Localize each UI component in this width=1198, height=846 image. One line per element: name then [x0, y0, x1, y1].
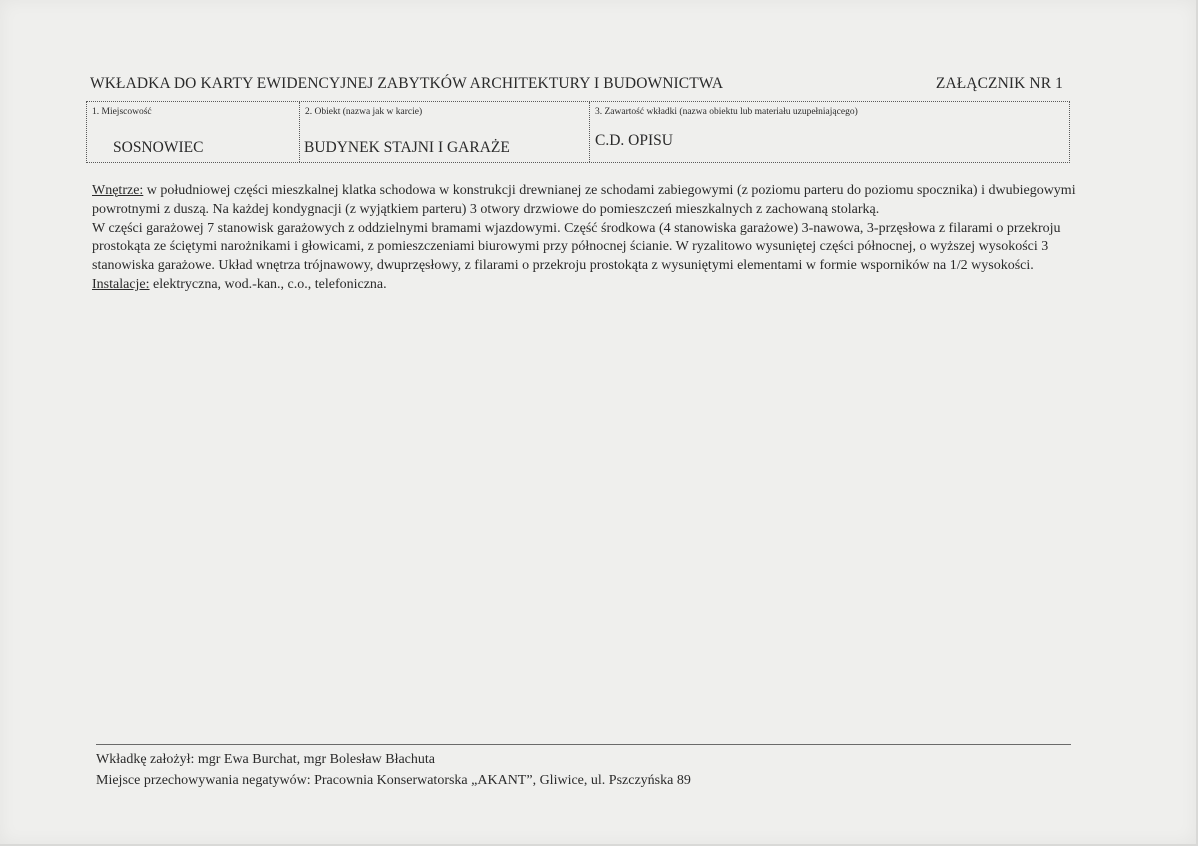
- field-object: [300, 102, 590, 162]
- field-locality: [87, 102, 300, 162]
- installations-text: elektryczna, wod.-kan., c.o., telefoniczna.: [149, 276, 387, 292]
- field-object-label: 2. Obiekt (nazwa jak w karcie): [305, 107, 423, 117]
- installations-paragraph: [92, 276, 1077, 295]
- field-locality-label: 1. Miejscowość: [92, 107, 152, 117]
- document-header: [90, 75, 1063, 93]
- field-object-value: BUDYNEK STAJNI I GARAŻE: [304, 139, 510, 156]
- identification-table: [86, 101, 1070, 163]
- document-title: WKŁADKA DO KARTY EWIDENCYJNEJ ZABYTKÓW ARCHITEKTURY I BUDOWNICTWA: [90, 75, 724, 92]
- garage-paragraph: W części garażowej 7 stanowisk garażowych z oddzielnymi bramami wjazdowymi. Część środkowa (4 stanowiska garażowe) 3-nawowa, 3-przęsłowa z filarami o przekroju prostokąta ze ściętymi narożnikami i głowicami, z pomieszczeniami biurowymi przy północnej ścianie. W ryzalitowo wysuniętej części północnej, o wyższej wysokości 3 stanowiska garażowe. Układ wnętrza trójnawowy, dwuprzęsłowy, z filarami o przekroju prostokąta z wysuniętymi elementami w formie wsporników na 1/2 wysokości.: [92, 220, 1061, 274]
- negatives-location-line: Miejsce przechowywania negatywów: Pracownia Konserwatorska „AKANT”, Gliwice, ul. Pszczyńska 89: [96, 773, 691, 788]
- footer-divider: [96, 744, 1071, 745]
- document-footer: [96, 749, 691, 791]
- field-contents-label: 3. Zawartość wkładki (nazwa obiektu lub materiału uzupełniającego): [595, 107, 858, 117]
- interior-heading: Wnętrze:: [92, 183, 144, 198]
- description-body: [92, 182, 1077, 295]
- field-locality-value: SOSNOWIEC: [113, 139, 204, 156]
- field-contents: [590, 102, 1069, 162]
- author-line: Wkładkę założył: mgr Ewa Burchat, mgr Bolesław Błachuta: [96, 752, 436, 767]
- installations-heading: Instalacje:: [92, 276, 150, 292]
- attachment-number: ZAŁĄCZNIK NR 1: [935, 75, 1063, 92]
- interior-text: w południowej części mieszkalnej klatka schodowa w konstrukcji drewnianej ze schodami zabiegowymi (z poziomu parteru do poziomu spocznika) i dwubiegowymi powrotnymi z duszą. Na każdej kondygnacji (z wyjątkiem parteru) 3 otwory drzwiowe do pomieszczeń mieszkalnych z zachowaną stolarką.: [92, 183, 1076, 217]
- field-contents-value: C.D. OPISU: [595, 132, 673, 149]
- interior-paragraph: [92, 182, 1077, 220]
